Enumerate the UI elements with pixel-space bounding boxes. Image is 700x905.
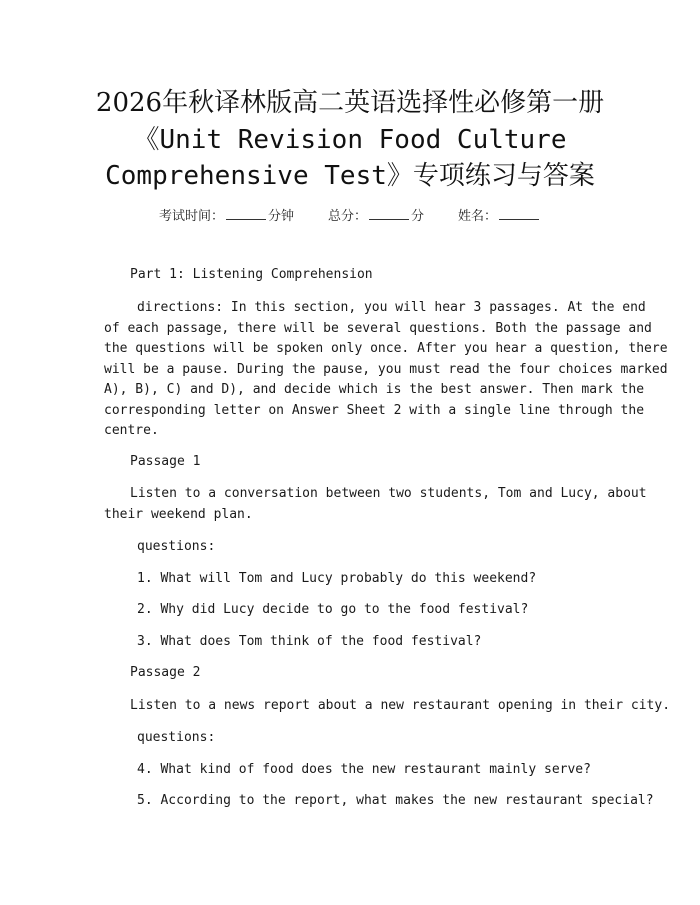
passage1-questions-label: questions: — [137, 539, 216, 554]
passage1-intro-line: their weekend plan. — [104, 506, 253, 522]
question-4: 4. What kind of food does the new restaurant mainly serve? — [137, 762, 591, 777]
passage1-label: Passage 1 — [130, 454, 201, 469]
time-label: 考试时间： — [158, 209, 224, 224]
directions-line: A), B), C) and D), and decide which is the best answer. Then mark the — [104, 382, 645, 397]
exam-meta-row — [0, 205, 700, 224]
directions-line: will be a pause. During the pause, you must read the four choices marked — [104, 361, 668, 377]
score-label: 总分： — [327, 209, 367, 224]
passage2-questions-label: questions: — [137, 730, 216, 745]
passage2-intro: Listen to a news report about a new restaurant opening in their city. — [130, 698, 671, 713]
score-unit: 分 — [411, 209, 425, 224]
question-5: 5. According to the report, what makes the new restaurant special? — [137, 793, 654, 808]
directions-line: directions: In this section, you will hear 3 passages. At the end — [137, 300, 646, 315]
directions-line: centre. — [104, 423, 159, 438]
question-3: 3. What does Tom think of the food festival? — [137, 634, 482, 649]
score-blank[interactable] — [369, 207, 409, 220]
passage1-intro-line: Listen to a conversation between two students, Tom and Lucy, about — [130, 486, 647, 501]
part1-directions — [104, 298, 668, 442]
directions-line: corresponding letter on Answer Sheet 2 with a single line through the — [104, 402, 645, 418]
passage1-intro — [104, 484, 647, 525]
directions-line: of each passage, there will be several questions. Both the passage and — [104, 320, 652, 336]
document-title-line-3: Comprehensive Test》专项练习与答案 — [105, 161, 595, 191]
passage2-label: Passage 2 — [130, 665, 201, 680]
directions-line: the questions will be spoken only once. After you hear a question, there — [104, 341, 668, 356]
time-unit: 分钟 — [267, 209, 294, 224]
document-title-line-1: 2026年秋译林版高二英语选择性必修第一册 — [95, 88, 605, 118]
question-1: 1. What will Tom and Lucy probably do this weekend? — [137, 571, 537, 586]
name-label: 姓名： — [458, 209, 498, 224]
time-blank[interactable] — [226, 207, 266, 220]
document-title-line-2: 《Unit Revision Food Culture — [133, 125, 567, 155]
name-blank[interactable] — [499, 207, 539, 220]
question-2: 2. Why did Lucy decide to go to the food festival? — [137, 602, 529, 617]
part1-heading: Part 1: Listening Comprehension — [130, 267, 373, 282]
